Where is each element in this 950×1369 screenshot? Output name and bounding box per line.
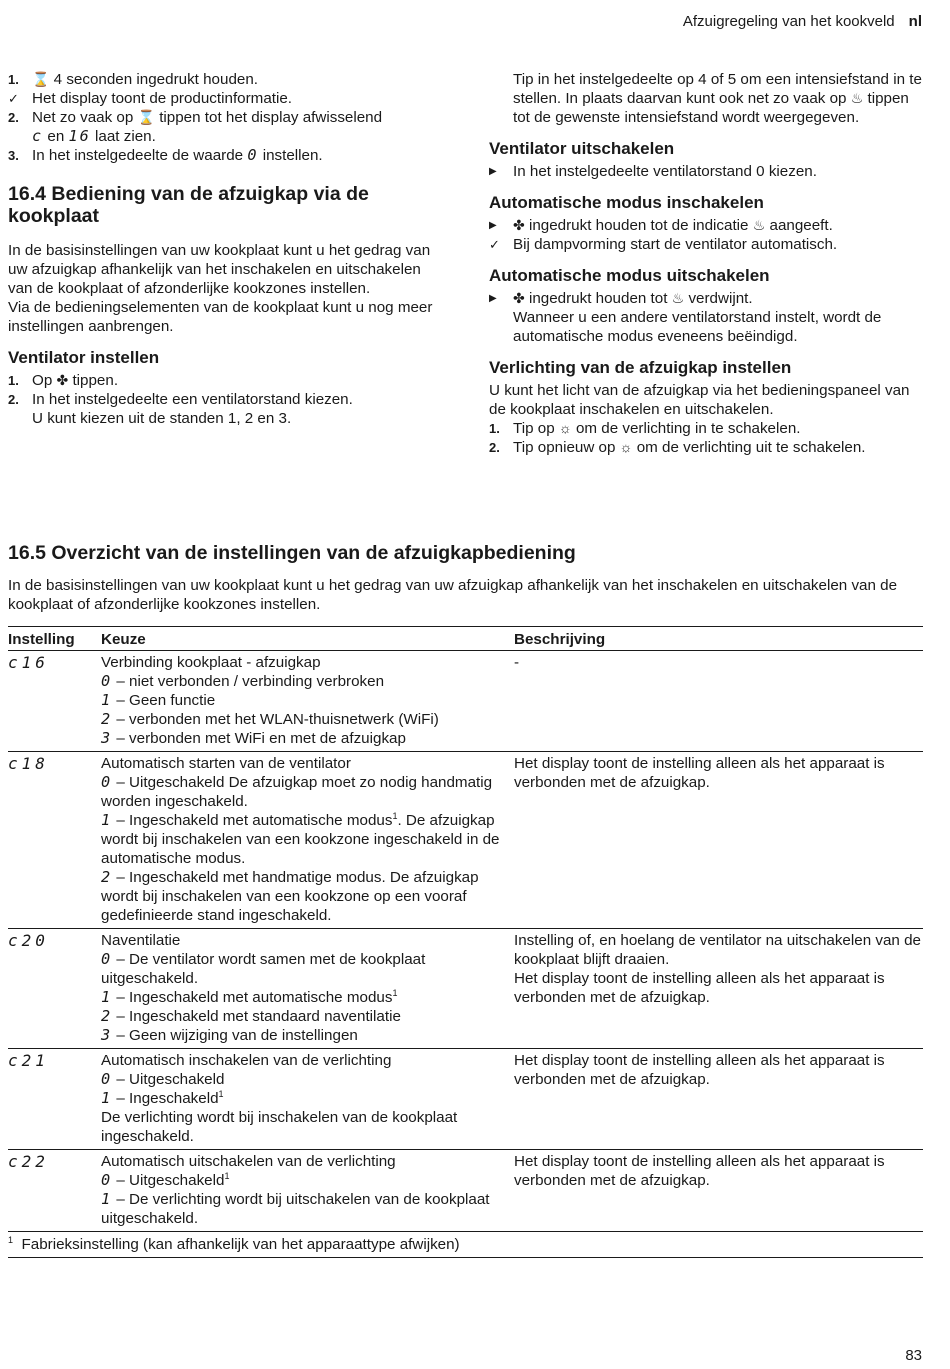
left-column (8, 70, 448, 428)
step-item (489, 216, 929, 235)
setting-description: Het display toont de instelling alleen als het apparaat is verbonden met de afzuigkap. (514, 1153, 885, 1189)
step-marker: 1. (489, 421, 500, 436)
display-code: c (32, 127, 44, 145)
option-item: 1 – De verlichting wordt bij uitschakelen van de kookplaat uitgeschakeld. (101, 1190, 490, 1227)
page-number: 83 (905, 1347, 922, 1364)
option-item: 0 – Uitgeschakeld$^1$ (101, 1170, 230, 1189)
step-marker: 1. (8, 72, 19, 87)
setting-code: c22 (8, 1152, 49, 1171)
setting-code: c21 (8, 1051, 49, 1070)
step-text: tippen. (68, 372, 119, 389)
overview-intro: In de basisinstellingen van uw kookplaat kunt u het gedrag van uw afzuigkap afhankelijk van het inschakelen en uitschakelen van de kookplaat of afzonderlijke kookzones instellen. (8, 577, 898, 613)
setting-title: Automatisch starten van de ventilator (101, 755, 351, 772)
step-text: U kunt kiezen uit de standen 1, 2 en 3. (32, 410, 292, 427)
step-text: verdwijnt. (684, 290, 753, 307)
step-text: tippen tot het display afwisselend (154, 109, 383, 126)
setting-code: c16 (8, 653, 49, 672)
step-item (8, 371, 448, 390)
option-item: 0 – De ventilator wordt samen met de kookplaat uitgeschakeld. (101, 950, 426, 987)
auto-off-title: Automatische modus uitschakelen (489, 266, 770, 285)
setting-description: Het display toont de instelling alleen als het apparaat is verbonden met de afzuigkap. (514, 1052, 885, 1088)
step-item (8, 390, 448, 428)
col-header-description: Beschrijving (514, 627, 923, 651)
step-text: en (43, 128, 69, 145)
option-item: 0 – Uitgeschakeld De afzuigkap moet zo nodig handmatig worden ingeschakeld. (101, 773, 493, 810)
step-text: Op (32, 372, 57, 389)
timer-icon: ⌛ (32, 71, 50, 87)
fan-icon: ✤ (513, 290, 525, 306)
option-extra: De verlichting wordt bij inschakelen van de kookplaat ingeschakeld. (101, 1109, 458, 1145)
setting-description: Het display toont de instelling alleen als het apparaat is verbonden met de afzuigkap. (514, 970, 885, 1006)
section-intro-2: Via de bedieningselementen van de kookplaat kunt u nog meer instellingen aanbrengen. (8, 299, 433, 335)
fan-settings-title: Ventilator instellen (8, 348, 160, 367)
display-code: 0 (247, 146, 259, 164)
option-item: 1 – Ingeschakeld$^1$ (101, 1088, 224, 1107)
light-icon: ☼ (558, 420, 572, 436)
result-item (489, 235, 929, 254)
triangle-icon: ▶ (489, 293, 497, 304)
step-text: Net zo vaak op (32, 109, 138, 126)
language-code: nl (908, 13, 922, 30)
step-text: In het instelgedeelte de waarde (32, 147, 248, 164)
col-header-choice: Keuze (101, 627, 514, 651)
step-marker: 1. (8, 373, 19, 388)
setting-title: Verbinding kookplaat - afzuigkap (101, 654, 321, 671)
light-icon: ☼ (619, 439, 633, 455)
step-text: In het instelgedeelte ventilatorstand 0 kiezen. (513, 163, 817, 180)
light-title: Verlichting van de afzuigkap instellen (489, 358, 792, 377)
settings-table (8, 626, 923, 1258)
step-marker: 2. (489, 440, 500, 455)
setting-description: Instelling of, en hoelang de ventilator na uitschakelen van de kookplaat blijft draaien. (514, 932, 921, 968)
step-marker: 3. (8, 148, 19, 163)
option-item: 2 – Ingeschakeld met handmatige modus. De afzuigkap wordt bij inschakelen van een kookzone op een vooraf gedefinieerde stand ingeschakeld. (101, 868, 479, 924)
step-text: 4 seconden ingedrukt houden. (49, 71, 259, 88)
step-text: om de verlichting uit te schakelen. (632, 439, 866, 456)
step-text: Bij dampvorming start de ventilator automatisch. (513, 236, 838, 253)
step-text: om de verlichting in te schakelen. (571, 420, 801, 437)
step-text: ingedrukt houden tot de indicatie (524, 217, 753, 234)
setting-description: Het display toont de instelling alleen als het apparaat is verbonden met de afzuigkap. (514, 755, 885, 791)
step-item (489, 438, 929, 457)
step-item (489, 419, 929, 438)
setting-code: c20 (8, 931, 49, 950)
display-code: 16 (68, 127, 91, 145)
intensive-icon: ♨ (850, 90, 864, 106)
step-text: Het display toont de productinformatie. (32, 90, 293, 107)
step-text: Tip opnieuw op (513, 439, 620, 456)
timer-icon: ⌛ (137, 109, 155, 125)
table-header-row (8, 627, 923, 651)
overview-section (8, 542, 923, 1258)
option-item: 0 – Uitgeschakeld (101, 1070, 225, 1088)
footnote-row (8, 1232, 923, 1258)
option-item: 3 – Geen wijziging van de instellingen (101, 1026, 358, 1044)
step-text: Tip op (513, 420, 559, 437)
step-marker: 2. (8, 392, 19, 407)
fan-icon: ✤ (513, 217, 525, 233)
step-text: laat zien. (90, 128, 156, 145)
step-item (8, 108, 448, 146)
footnote-mark: 1 (8, 1234, 14, 1245)
setting-code: c18 (8, 754, 49, 773)
step-item (489, 162, 929, 181)
fan-icon: ✤ (56, 372, 69, 388)
step-text: In het instelgedeelte een ventilatorstand kiezen. (32, 391, 353, 408)
auto-on-title: Automatische modus inschakelen (489, 193, 764, 212)
light-intro: U kunt het licht van de afzuigkap via het bedieningspaneel van de kookplaat inschakelen en uitschakelen. (489, 382, 910, 418)
header-title: Afzuigregeling van het kookveld (682, 13, 895, 30)
setting-title: Naventilatie (101, 932, 181, 949)
auto-mode-icon: ♨ (752, 217, 766, 233)
check-icon: ✓ (8, 91, 19, 106)
table-row (8, 929, 923, 1049)
table-row (8, 1049, 923, 1150)
option-item: 2 – verbonden met het WLAN-thuisnetwerk (WiFi) (101, 710, 439, 728)
fan-off-title: Ventilator uitschakelen (489, 139, 675, 158)
option-item: 1 – Ingeschakeld met automatische modus$^1$ (101, 987, 398, 1006)
option-item: 1 – Geen functie (101, 691, 216, 709)
section-title-16-5: 16.5 Overzicht van de instellingen van de afzuigkapbediening (8, 542, 576, 564)
footnote-text: Fabrieksinstelling (kan afhankelijk van het apparaattype afwijken) (21, 1236, 460, 1253)
setting-title: Automatisch inschakelen van de verlichting (101, 1052, 392, 1069)
table-row (8, 651, 923, 752)
check-icon: ✓ (489, 237, 500, 252)
setting-title: Automatisch uitschakelen van de verlichting (101, 1153, 396, 1170)
table-row (8, 1150, 923, 1232)
section-title-16-4: 16.4 Bediening van de afzuigkap via de kookplaat (8, 183, 369, 227)
step-text: aangeeft. (765, 217, 833, 234)
right-column (489, 70, 929, 457)
col-header-setting: Instelling (8, 627, 101, 651)
auto-mode-icon: ♨ (671, 290, 685, 306)
step-text: ingedrukt houden tot (524, 290, 672, 307)
step-text: instellen. (258, 147, 323, 164)
option-item: 0 – niet verbonden / verbinding verbroken (101, 672, 385, 690)
tip-text: Tip in het instelgedeelte op 4 of 5 om een intensiefstand in te stellen. In plaats daarvan kunt ook net zo vaak op ♨ tippen tot de gewenste intensiefstand wordt weergegeven. (513, 71, 922, 126)
section-intro: In de basisinstellingen van uw kookplaat kunt u het gedrag van uw afzuigkap afhankelijk van het inschakelen en uitschakelen van de kookplaat of afzonderlijke kookzones instellen. (8, 242, 431, 297)
option-item: 1 – Ingeschakeld met automatische modus$^1$. De afzuigkap wordt bij inschakelen van een kookzone ingeschakeld in de automatische modus. (101, 810, 500, 867)
step-item (489, 289, 929, 346)
step-item (8, 70, 448, 89)
option-item: 2 – Ingeschakeld met standaard naventilatie (101, 1007, 401, 1025)
triangle-icon: ▶ (489, 220, 497, 231)
step-note: Wanneer u een andere ventilatorstand instelt, wordt de automatische modus eveneens beëindigd. (513, 309, 882, 345)
result-item (8, 89, 448, 108)
setting-description: - (514, 654, 520, 671)
step-item (8, 146, 448, 165)
table-row (8, 752, 923, 929)
step-marker: 2. (8, 110, 19, 125)
page-header (683, 12, 922, 31)
triangle-icon: ▶ (489, 166, 497, 177)
option-item: 3 – verbonden met WiFi en met de afzuigkap (101, 729, 406, 747)
